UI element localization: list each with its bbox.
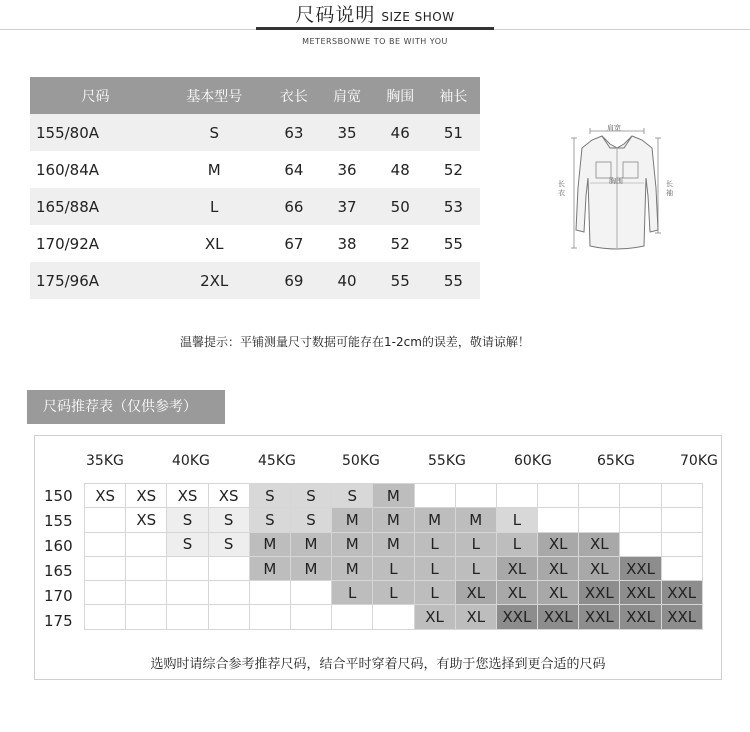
grid-cell: [661, 556, 702, 580]
grid-row: [85, 508, 703, 532]
grid-cell: [620, 484, 661, 508]
grid-cell: L: [455, 532, 496, 556]
weight-label: 60KG: [514, 453, 552, 469]
grid-cell: [167, 581, 208, 605]
grid-cell: M: [373, 508, 414, 532]
recommend-footer: 选购时请综合参考推荐尺码，结合平时穿着尺码，有助于您选择到更合适的尺码: [150, 657, 606, 672]
grid-cell: L: [455, 556, 496, 580]
grid-cell: XXL: [579, 605, 620, 629]
column-header-chest: 胸围: [374, 77, 427, 114]
size-table-header-row: [30, 77, 480, 114]
grid-cell: [126, 605, 167, 629]
column-header-shoulder: 肩宽: [321, 77, 374, 114]
height-label: 150: [44, 487, 73, 505]
table-cell: 46: [374, 114, 427, 151]
table-cell: 2XL: [161, 262, 267, 299]
size-recommend-grid: [84, 483, 703, 630]
grid-cell: [373, 605, 414, 629]
grid-cell: XL: [414, 605, 455, 629]
grid-cell: S: [208, 508, 249, 532]
grid-cell: [249, 605, 290, 629]
table-cell: S: [161, 114, 267, 151]
grid-cell: [290, 581, 331, 605]
grid-cell: XL: [538, 556, 579, 580]
grid-cell: [620, 508, 661, 532]
grid-cell: XS: [208, 484, 249, 508]
table-cell: 170/92A: [30, 225, 161, 262]
grid-cell: [414, 484, 455, 508]
table-cell: 55: [427, 225, 480, 262]
grid-cell: [538, 508, 579, 532]
grid-cell: [167, 605, 208, 629]
grid-cell: L: [414, 556, 455, 580]
diagram-label-length: 长衣: [558, 180, 565, 197]
grid-cell: [661, 532, 702, 556]
grid-cell: [455, 484, 496, 508]
column-header-length: 衣长: [267, 77, 320, 114]
table-cell: 160/84A: [30, 151, 161, 188]
header-underline: [256, 27, 494, 30]
height-label: 175: [44, 612, 73, 630]
grid-cell: [290, 605, 331, 629]
table-row: [30, 114, 480, 151]
table-cell: 67: [267, 225, 320, 262]
grid-cell: XS: [126, 508, 167, 532]
table-cell: 48: [374, 151, 427, 188]
table-cell: 55: [427, 262, 480, 299]
grid-row: [85, 532, 703, 556]
table-cell: 175/96A: [30, 262, 161, 299]
grid-cell: [661, 508, 702, 532]
grid-cell: M: [455, 508, 496, 532]
grid-cell: [85, 556, 126, 580]
grid-cell: XS: [126, 484, 167, 508]
grid-cell: XL: [538, 532, 579, 556]
grid-row: [85, 556, 703, 580]
size-table: [30, 77, 480, 299]
diagram-label-chest: 胸围: [609, 177, 623, 185]
grid-cell: XXL: [620, 605, 661, 629]
table-cell: 52: [427, 151, 480, 188]
column-header-sleeve: 袖长: [427, 77, 480, 114]
grid-cell: XXL: [579, 581, 620, 605]
table-cell: 40: [321, 262, 374, 299]
grid-cell: XL: [579, 556, 620, 580]
weight-label: 70KG: [680, 453, 718, 469]
table-cell: 37: [321, 188, 374, 225]
grid-cell: L: [496, 508, 537, 532]
grid-cell: M: [332, 556, 373, 580]
grid-cell: S: [167, 508, 208, 532]
grid-cell: [579, 508, 620, 532]
grid-cell: XL: [455, 581, 496, 605]
height-label: 155: [44, 512, 73, 530]
column-header-size: 尺码: [30, 77, 161, 114]
grid-cell: XXL: [620, 556, 661, 580]
grid-cell: [208, 556, 249, 580]
grid-cell: L: [496, 532, 537, 556]
grid-row: [85, 605, 703, 629]
grid-cell: M: [249, 532, 290, 556]
grid-cell: S: [167, 532, 208, 556]
grid-cell: [85, 532, 126, 556]
shirt-illustration: [552, 118, 682, 258]
grid-cell: [249, 581, 290, 605]
grid-cell: L: [332, 581, 373, 605]
grid-cell: M: [332, 532, 373, 556]
grid-cell: L: [414, 581, 455, 605]
grid-cell: XL: [496, 581, 537, 605]
table-row: [30, 262, 480, 299]
height-label: 170: [44, 587, 73, 605]
grid-cell: [208, 605, 249, 629]
table-row: [30, 151, 480, 188]
grid-cell: [126, 581, 167, 605]
grid-cell: S: [332, 484, 373, 508]
page-header: [0, 0, 750, 26]
table-cell: 155/80A: [30, 114, 161, 151]
grid-cell: M: [249, 556, 290, 580]
grid-cell: M: [373, 532, 414, 556]
table-cell: 55: [374, 262, 427, 299]
height-label: 165: [44, 562, 73, 580]
diagram-label-sleeve: 长袖: [666, 180, 673, 197]
grid-cell: S: [290, 508, 331, 532]
header-title-cn: 尺码说明: [295, 4, 376, 26]
grid-cell: XXL: [496, 605, 537, 629]
recommend-section-title: 尺码推荐表（仅供参考）: [27, 390, 225, 424]
grid-cell: M: [414, 508, 455, 532]
header-title-en: SIZE SHOW: [381, 10, 455, 24]
weight-label: 35KG: [86, 453, 124, 469]
weight-label: 40KG: [172, 453, 210, 469]
grid-cell: S: [290, 484, 331, 508]
grid-cell: L: [414, 532, 455, 556]
grid-cell: [332, 605, 373, 629]
grid-cell: S: [249, 484, 290, 508]
column-header-model: 基本型号: [161, 77, 267, 114]
grid-cell: [85, 605, 126, 629]
grid-cell: L: [373, 556, 414, 580]
table-cell: 63: [267, 114, 320, 151]
weight-label: 50KG: [342, 453, 380, 469]
grid-cell: XS: [85, 484, 126, 508]
table-cell: XL: [161, 225, 267, 262]
grid-cell: [167, 556, 208, 580]
grid-cell: XXL: [538, 605, 579, 629]
measurement-note: 温馨提示：平铺测量尺寸数据可能存在1-2cm的误差，敬请谅解！: [180, 335, 530, 349]
grid-cell: XXL: [661, 605, 702, 629]
table-cell: 51: [427, 114, 480, 151]
grid-cell: [496, 484, 537, 508]
table-cell: 165/88A: [30, 188, 161, 225]
grid-cell: [126, 532, 167, 556]
diagram-label-shoulder: 肩宽: [607, 124, 621, 132]
table-row: [30, 225, 480, 262]
grid-cell: M: [373, 484, 414, 508]
grid-cell: [538, 484, 579, 508]
table-cell: 64: [267, 151, 320, 188]
grid-cell: S: [208, 532, 249, 556]
grid-cell: S: [249, 508, 290, 532]
grid-cell: L: [373, 581, 414, 605]
grid-cell: M: [332, 508, 373, 532]
grid-cell: XL: [496, 556, 537, 580]
grid-row: [85, 581, 703, 605]
grid-cell: [126, 556, 167, 580]
table-cell: L: [161, 188, 267, 225]
grid-cell: [579, 484, 620, 508]
grid-cell: [85, 508, 126, 532]
table-cell: 35: [321, 114, 374, 151]
grid-cell: M: [290, 556, 331, 580]
header-subtitle: METERSBONWE TO BE WITH YOU: [302, 37, 448, 46]
grid-cell: [620, 532, 661, 556]
grid-cell: XS: [167, 484, 208, 508]
grid-cell: XXL: [620, 581, 661, 605]
table-cell: M: [161, 151, 267, 188]
table-cell: 50: [374, 188, 427, 225]
height-label: 160: [44, 537, 73, 555]
grid-cell: [661, 484, 702, 508]
weight-label: 65KG: [597, 453, 635, 469]
table-cell: 36: [321, 151, 374, 188]
table-cell: 53: [427, 188, 480, 225]
table-cell: 69: [267, 262, 320, 299]
table-row: [30, 188, 480, 225]
grid-cell: [85, 581, 126, 605]
grid-cell: XXL: [661, 581, 702, 605]
grid-cell: XL: [455, 605, 496, 629]
weight-label: 45KG: [258, 453, 296, 469]
table-cell: 52: [374, 225, 427, 262]
grid-cell: M: [290, 532, 331, 556]
table-cell: 38: [321, 225, 374, 262]
shirt-measurement-diagram: [552, 118, 682, 258]
grid-cell: XL: [538, 581, 579, 605]
grid-cell: XL: [579, 532, 620, 556]
weight-label: 55KG: [428, 453, 466, 469]
table-cell: 66: [267, 188, 320, 225]
grid-cell: [208, 581, 249, 605]
grid-row: [85, 484, 703, 508]
